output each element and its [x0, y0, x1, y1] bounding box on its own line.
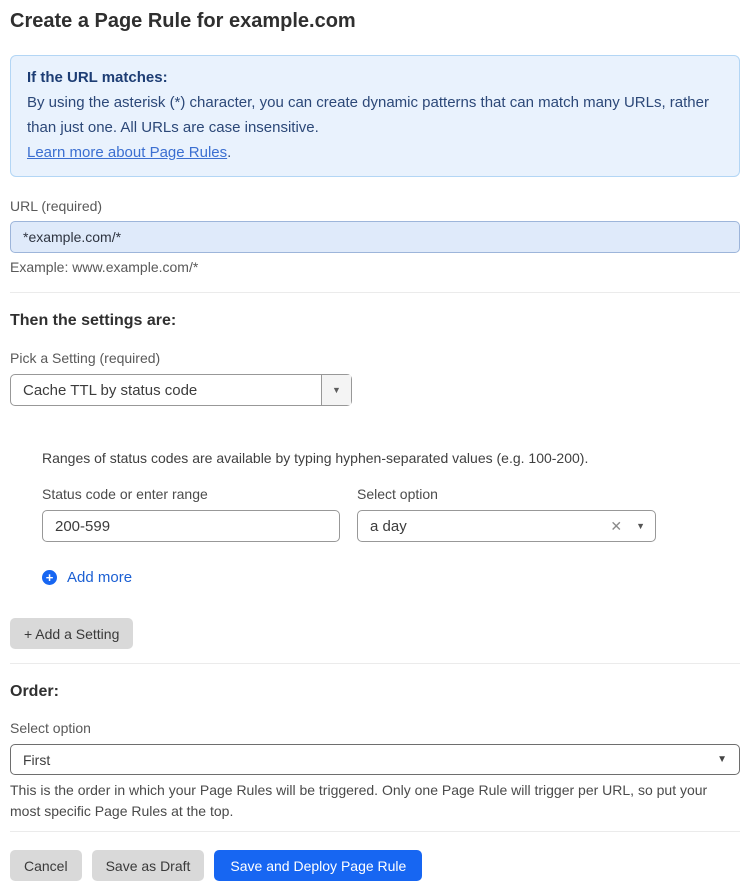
- add-more-button[interactable]: [42, 569, 132, 586]
- url-match-info-box: [10, 55, 740, 177]
- cancel-button[interactable]: Cancel: [10, 850, 82, 881]
- chevron-down-glyph: ▼: [332, 385, 341, 395]
- pick-setting-value: Cache TTL by status code: [23, 381, 198, 399]
- ttl-select-label: Select option: [357, 486, 438, 502]
- order-select-value: First: [23, 751, 51, 768]
- order-helper-text: This is the order in which your Page Rules will be triggered. Only one Page Rule will trigger per URL, so put your most specific Page Rules at the top.: [10, 782, 708, 819]
- link-suffix: .: [227, 144, 232, 161]
- url-input[interactable]: [10, 221, 740, 253]
- clear-icon[interactable]: ✕: [610, 517, 623, 534]
- ttl-select[interactable]: [357, 510, 656, 542]
- setting-row: [42, 486, 740, 542]
- learn-more-link[interactable]: Learn more about Page Rules: [27, 144, 228, 161]
- info-box-link-line: [27, 140, 723, 165]
- add-more-label: Add more: [67, 569, 133, 586]
- chevron-down-icon[interactable]: [321, 375, 351, 405]
- divider: [10, 292, 740, 293]
- footer-actions: [10, 850, 740, 881]
- setting-detail-panel: [42, 450, 740, 587]
- chevron-down-icon[interactable]: ▼: [636, 521, 645, 531]
- url-label: URL (required): [10, 198, 103, 214]
- save-draft-button[interactable]: Save as Draft: [92, 850, 205, 881]
- range-note: Ranges of status codes are available by typing hyphen-separated values (e.g. 100-200).: [42, 450, 589, 466]
- add-setting-button[interactable]: + Add a Setting: [10, 618, 133, 649]
- chevron-down-icon: ▼: [717, 754, 727, 765]
- order-select[interactable]: [10, 744, 740, 775]
- divider: [10, 663, 740, 664]
- order-heading: Order:: [10, 683, 59, 700]
- page-rule-form: [0, 9, 750, 881]
- save-deploy-button[interactable]: Save and Deploy Page Rule: [214, 850, 422, 881]
- page-title: Create a Page Rule for example.com: [10, 10, 356, 32]
- status-code-input[interactable]: [42, 510, 340, 542]
- settings-heading: Then the settings are:: [10, 312, 177, 329]
- ttl-select-column: [357, 486, 656, 542]
- info-box-body: By using the asterisk (*) character, you can create dynamic patterns that can match many URLs, rather than just one. All URLs are case insensitive.: [27, 94, 709, 136]
- divider: [10, 831, 740, 832]
- status-code-column: [42, 486, 340, 542]
- pick-setting-select[interactable]: [10, 374, 352, 406]
- info-box-heading: If the URL matches:: [27, 69, 168, 86]
- order-select-label: Select option: [10, 720, 91, 736]
- ttl-select-value: a day: [370, 517, 407, 535]
- pick-setting-label: Pick a Setting (required): [10, 350, 161, 366]
- plus-circle-icon: +: [42, 570, 57, 585]
- status-code-label: Status code or enter range: [42, 486, 208, 502]
- url-example-helper: Example: www.example.com/*: [10, 259, 199, 275]
